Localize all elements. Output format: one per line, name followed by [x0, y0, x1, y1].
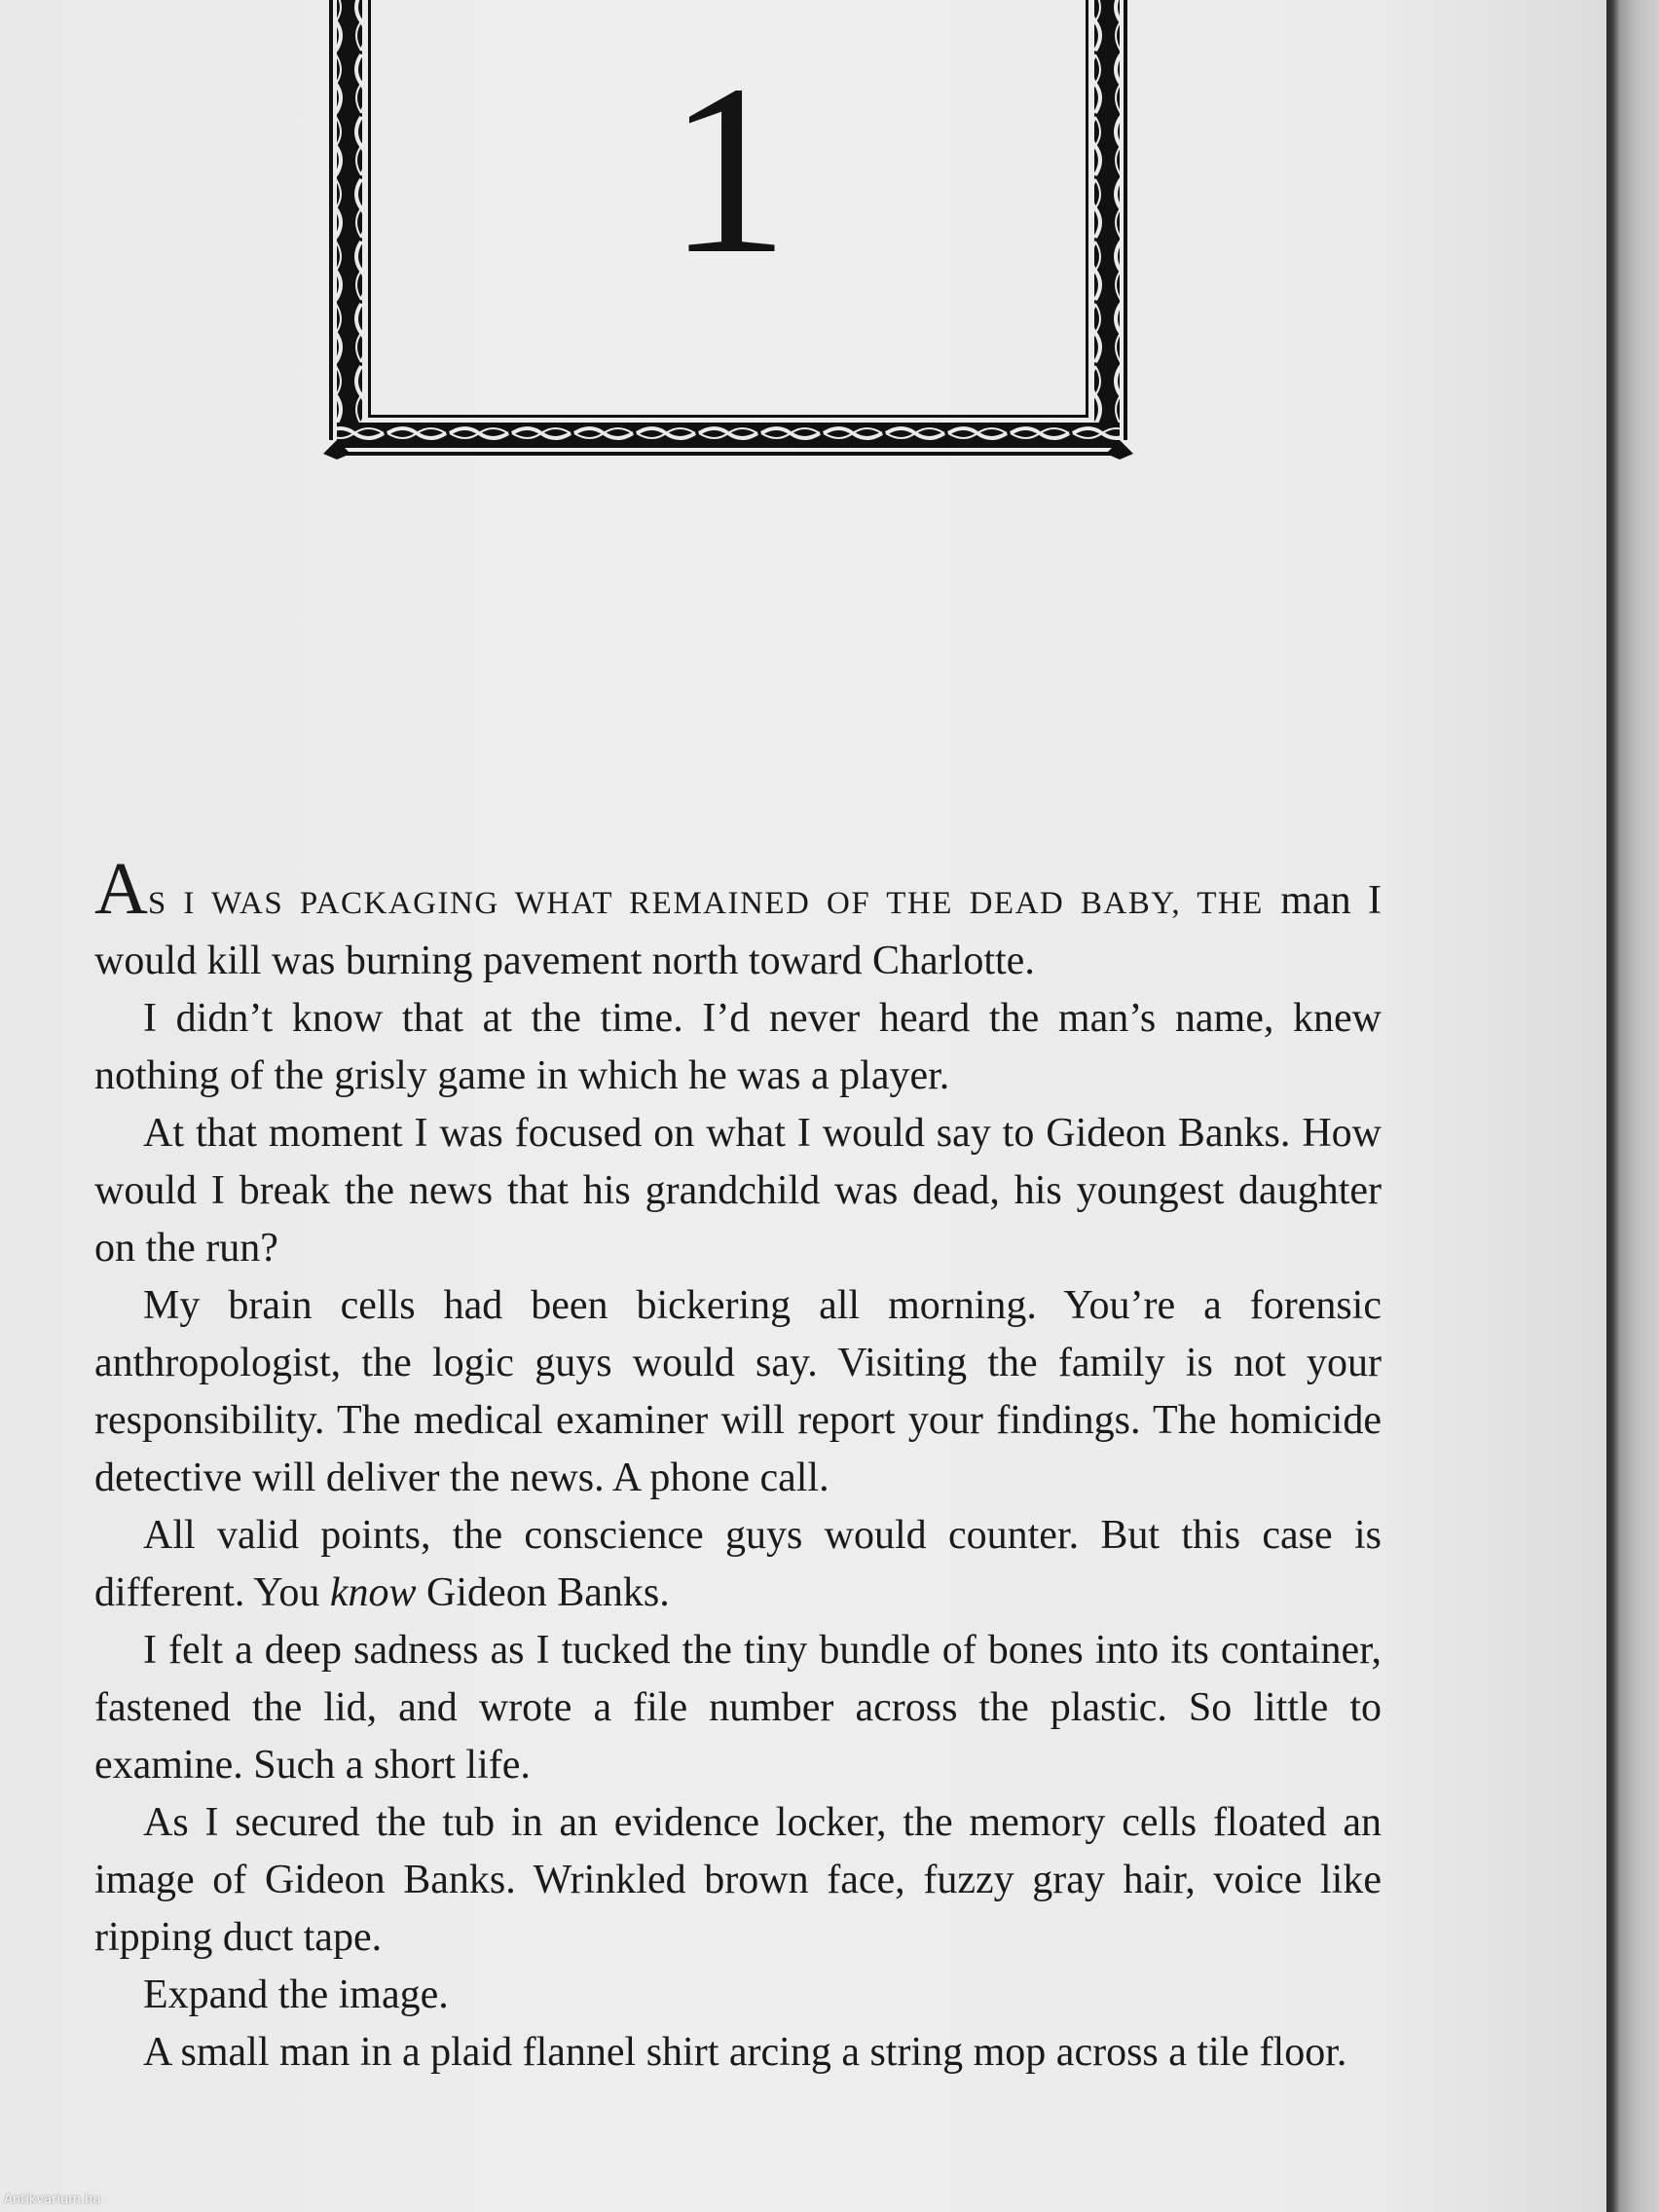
paragraph: Expand the image. — [143, 1972, 449, 2017]
chapter-number: 1 — [667, 35, 790, 305]
opening-rest: man I would kill was burning pavement north toward Charlotte. — [94, 878, 1382, 983]
opening-paragraph — [94, 848, 1382, 990]
chapter-ornamental-frame — [323, 0, 1133, 460]
opening-small-caps: S I WAS PACKAGING WHAT REMAINED OF THE DEAD BABY, THE — [147, 886, 1264, 921]
body-text — [94, 848, 1382, 2082]
drop-cap: A — [94, 848, 148, 930]
watermark: Antikvarium.hu — [4, 2193, 101, 2207]
paragraph: I felt a deep sadness as I tucked the tiny bundle of bones into its container, fastened the lid, and wrote a file number across the plastic. So little to examine. Such a short life. — [94, 1628, 1382, 1788]
paragraph-with-italic — [94, 1507, 1382, 1622]
paragraph: A small man in a plaid flannel shirt arcing a string mop across a tile floor. — [143, 2030, 1347, 2075]
paragraph: As I secured the tub in an evidence locker, the memory cells floated an image of Gideon Banks. Wrinkled brown face, fuzzy gray hair, voice like ripping duct tape. — [94, 1800, 1382, 1960]
paragraph: I didn’t know that at the time. I’d never heard the man’s name, knew nothing of the grisly game in which he was a player. — [94, 996, 1382, 1098]
paragraph: At that moment I was focused on what I would say to Gideon Banks. How would I break the news that his grandchild was dead, his youngest daughter on the run? — [94, 1111, 1382, 1271]
italic-paragraph-after: Gideon Banks. — [416, 1570, 670, 1615]
paragraph: My brain cells had been bickering all morning. You’re a forensic anthropologist, the logic guys would say. Visiting the family is not your responsibility. The medical examiner will report your findings. The homicide detective will deliver the news. A phone call. — [94, 1283, 1382, 1500]
italic-paragraph-before: All valid points, the conscience guys would counter. But this case is different. You — [94, 1513, 1382, 1615]
book-spine-edge — [1606, 0, 1659, 2212]
italic-word: know — [329, 1570, 417, 1615]
